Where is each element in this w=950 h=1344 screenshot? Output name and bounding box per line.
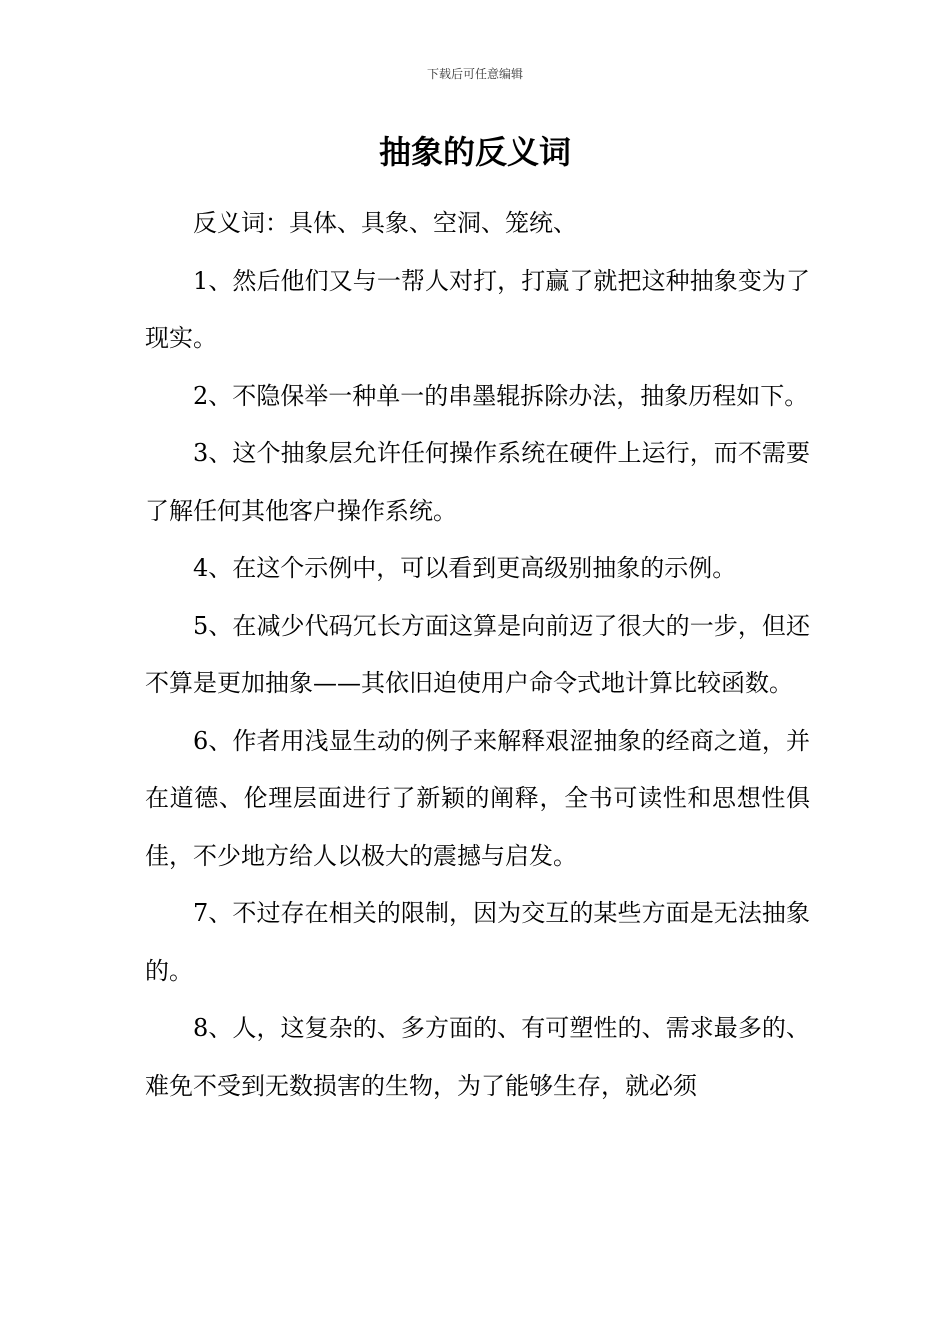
document-title: 抽象的反义词 <box>378 133 571 171</box>
paragraph-example-3: 3、这个抽象层允许任何操作系统在硬件上运行，而不需要了解任何其他客户操作系统。 <box>145 439 810 525</box>
header-note: 下载后可任意编辑 <box>426 67 523 81</box>
paragraph-example-6: 6、作者用浅显生动的例子来解释艰涩抽象的经商之道，并在道德、伦理层面进行了新颖的阐释，全书可读性和思想性俱佳，不少地方给人以极大的震撼与启发。 <box>145 726 810 870</box>
document-body <box>145 195 810 1115</box>
paragraph-example-8: 8、人，这复杂的、多方面的、有可塑性的、需求最多的、难免不受到无数损害的生物，为了能够生存，就必须 <box>145 1014 810 1100</box>
paragraph-example-7: 7、不过存在相关的限制，因为交互的某些方面是无法抽象的。 <box>145 899 810 985</box>
paragraph-antonyms: 反义词：具体、具象、空洞、笼统、 <box>193 209 577 237</box>
paragraph-example-4: 4、在这个示例中，可以看到更高级别抽象的示例。 <box>193 554 737 582</box>
paragraph-example-2: 2、不隐保举一种单一的串墨辊拆除办法，抽象历程如下。 <box>193 381 809 410</box>
paragraph-example-1: 1、然后他们又与一帮人对打，打赢了就把这种抽象变为了现实。 <box>145 266 810 352</box>
paragraph-example-5: 5、在减少代码冗长方面这算是向前迈了很大的一步，但还不算是更加抽象——其依旧迫使用户命令式地计算比较函数。 <box>145 611 810 697</box>
